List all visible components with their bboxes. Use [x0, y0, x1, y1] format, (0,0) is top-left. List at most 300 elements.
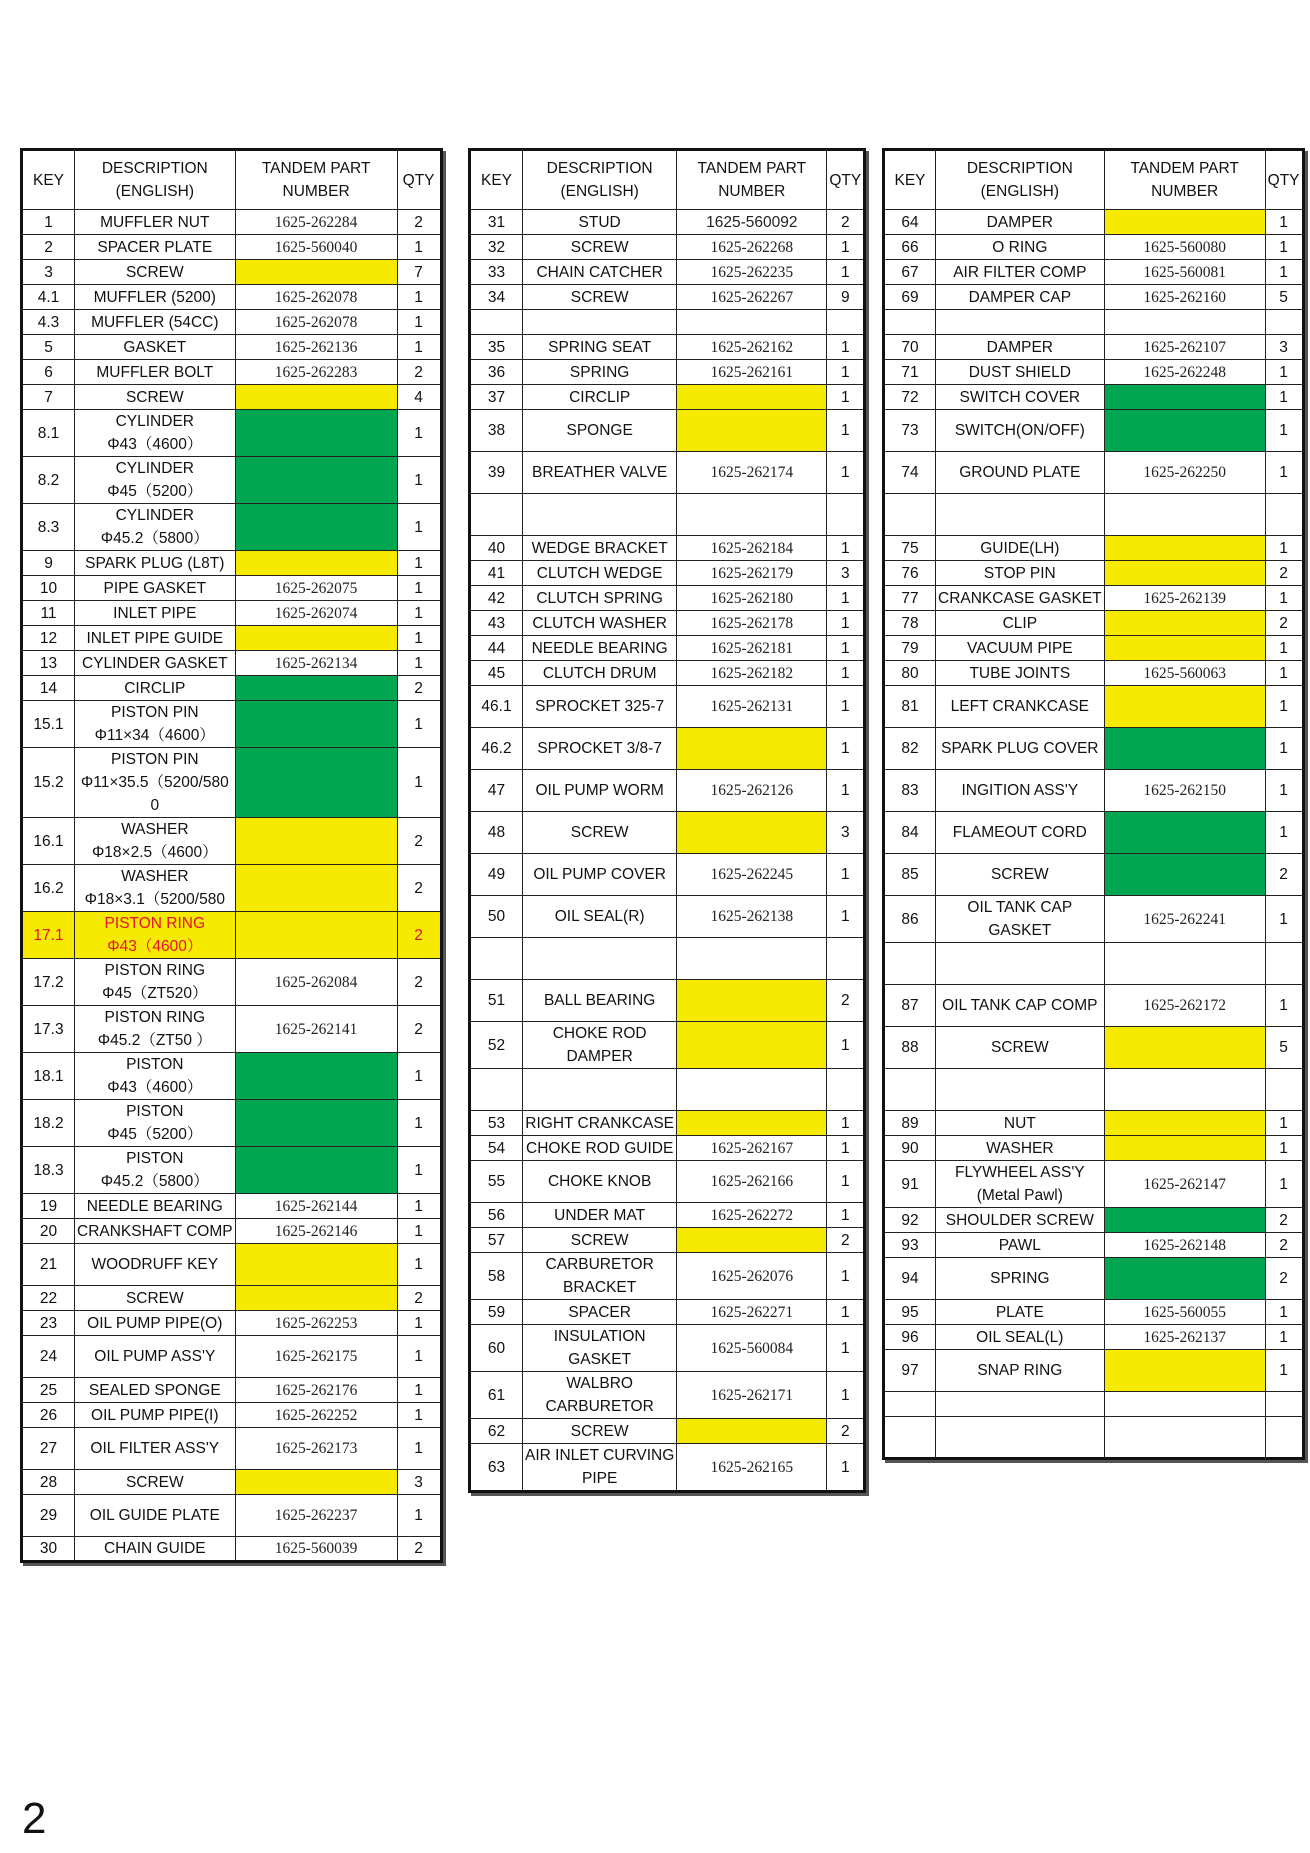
table-row [22, 1006, 442, 1053]
part-number-cell [677, 728, 827, 770]
part-number-cell [677, 1069, 827, 1111]
description-cell [523, 854, 677, 896]
description-cell [936, 1417, 1105, 1459]
key-cell: 66 [884, 235, 936, 260]
key-cell: 84 [884, 812, 936, 854]
description-line: SPARK PLUG COVER [941, 740, 1099, 757]
part-number-cell [235, 1470, 397, 1495]
description-cell [936, 1027, 1105, 1069]
qty-cell: 1 [1265, 686, 1303, 728]
description-line: UNDER MAT [554, 1206, 646, 1224]
description-cell [75, 504, 236, 551]
description-line: GASKET [568, 1351, 632, 1368]
qty-cell: 1 [1265, 410, 1303, 452]
part-number-cell [235, 1244, 397, 1286]
part-number-cell: 1625-262148 [1104, 1233, 1265, 1258]
key-cell: 53 [470, 1111, 523, 1136]
key-cell: 73 [884, 410, 936, 452]
table-row [22, 626, 442, 651]
key-cell: 18.1 [22, 1053, 75, 1100]
description-line: Φ45（5200） [107, 1126, 203, 1143]
part-number-cell [1104, 1392, 1265, 1417]
qty-cell: 1 [827, 686, 865, 728]
description-cell [75, 410, 236, 457]
description-line: Φ45.2（5800） [100, 1173, 209, 1190]
qty-cell: 2 [827, 210, 865, 235]
description-cell [523, 686, 677, 728]
part-number-cell [235, 504, 397, 551]
qty-cell: 1 [1265, 661, 1303, 686]
description-line: MUFFLER (5200) [93, 288, 216, 306]
table-row [470, 661, 865, 686]
key-cell: 37 [470, 385, 523, 410]
qty-cell: 1 [397, 748, 441, 818]
key-cell: 10 [22, 576, 75, 601]
description-cell [523, 728, 677, 770]
part-number-cell [1104, 410, 1265, 452]
table-row [22, 676, 442, 701]
part-number-cell [677, 410, 827, 452]
part-number-cell: 1625-262137 [1104, 1325, 1265, 1350]
part-number-cell: 1625-262252 [235, 1403, 397, 1428]
table-row [22, 1100, 442, 1147]
qty-cell: 1 [827, 1253, 865, 1300]
qty-cell: 1 [827, 536, 865, 561]
description-line: Φ45.2（ZT50 ） [97, 1032, 212, 1049]
table-row [470, 1325, 865, 1372]
key-cell: 15.1 [22, 701, 75, 748]
table-row [22, 1194, 442, 1219]
table-row [884, 586, 1304, 611]
description-line: SNAP RING [977, 1362, 1063, 1379]
table-row [22, 1428, 442, 1470]
description-line: CYLINDER [115, 460, 194, 477]
qty-cell: 1 [397, 551, 441, 576]
qty-cell: 7 [397, 260, 441, 285]
key-cell: 17.1 [22, 912, 75, 959]
description-cell [75, 626, 236, 651]
qty-cell: 2 [397, 1537, 441, 1562]
part-number-cell [1104, 1069, 1265, 1111]
part-number-cell: 1625-262171 [677, 1372, 827, 1419]
description-cell [936, 235, 1105, 260]
qty-cell: 1 [1265, 1111, 1303, 1136]
part-number-cell: 1625-262175 [235, 1336, 397, 1378]
table-row-empty [470, 1069, 865, 1111]
description-line: PISTON [126, 1103, 184, 1120]
table-row-empty [884, 1392, 1304, 1417]
qty-cell: 2 [397, 912, 441, 959]
part-number-cell: 1625-262144 [235, 1194, 397, 1219]
description-line: DAMPER CAP [968, 288, 1072, 306]
description-line: PAWL [998, 1236, 1041, 1254]
qty-cell: 2 [1265, 1233, 1303, 1258]
part-number-cell: 1625-262138 [677, 896, 827, 938]
description-line: INGITION ASS'Y [961, 782, 1079, 799]
description-line: SCREW [570, 824, 629, 841]
table-row [22, 959, 442, 1006]
description-cell [936, 636, 1105, 661]
qty-cell: 1 [397, 457, 441, 504]
part-number-cell [677, 310, 827, 335]
qty-cell: 2 [397, 1286, 441, 1311]
part-number-cell: 1625-262172 [1104, 985, 1265, 1027]
table-row [470, 410, 865, 452]
part-number-cell: 1625-262182 [677, 661, 827, 686]
description-cell [936, 943, 1105, 985]
table-row [22, 385, 442, 410]
qty-cell: 2 [1265, 561, 1303, 586]
part-number-cell: 1625-262180 [677, 586, 827, 611]
part-number-cell: 1625-262178 [677, 611, 827, 636]
description-line: CRANKSHAFT COMP [77, 1222, 233, 1240]
description-cell [936, 1233, 1105, 1258]
description-line: WALBRO [566, 1375, 633, 1392]
part-number-cell: 1625-262184 [677, 536, 827, 561]
description-line: SPROCKET 3/8-7 [537, 740, 662, 757]
description-line: SWITCH COVER [959, 388, 1081, 406]
table-row [884, 410, 1304, 452]
part-number-cell: 1625-262268 [677, 235, 827, 260]
description-cell [75, 576, 236, 601]
description-line: PISTON RING [104, 962, 206, 979]
key-cell: 16.2 [22, 865, 75, 912]
key-cell: 56 [470, 1203, 523, 1228]
header-description: DESCRIPTION (ENGLISH) [523, 150, 677, 210]
description-line: GUIDE(LH) [980, 539, 1060, 557]
table-row [884, 1258, 1304, 1300]
description-line: SPACER [568, 1303, 631, 1321]
qty-cell [827, 1069, 865, 1111]
description-line: SPACER PLATE [97, 238, 213, 256]
description-cell [936, 260, 1105, 285]
key-cell: 2 [22, 235, 75, 260]
description-cell [523, 385, 677, 410]
qty-cell: 2 [397, 959, 441, 1006]
part-number-cell [1104, 536, 1265, 561]
description-line: Φ43（4600） [107, 938, 203, 955]
description-cell [75, 1286, 236, 1311]
description-cell [936, 494, 1105, 536]
qty-cell: 3 [827, 812, 865, 854]
description-cell [75, 1336, 236, 1378]
description-cell [523, 335, 677, 360]
description-line: SCREW [990, 866, 1049, 883]
description-cell [75, 457, 236, 504]
description-line: AIR INLET CURVING [525, 1447, 675, 1464]
part-number-cell [235, 1100, 397, 1147]
key-cell: 30 [22, 1537, 75, 1562]
description-cell [523, 1228, 677, 1253]
description-line: 0 [150, 797, 160, 814]
qty-cell: 1 [827, 728, 865, 770]
table-row [22, 701, 442, 748]
qty-cell: 1 [397, 335, 441, 360]
description-cell [936, 611, 1105, 636]
table-row [470, 854, 865, 896]
qty-cell: 1 [827, 1325, 865, 1372]
description-cell [75, 676, 236, 701]
description-cell [523, 980, 677, 1022]
key-cell: 93 [884, 1233, 936, 1258]
table-row [884, 812, 1304, 854]
key-cell: 49 [470, 854, 523, 896]
qty-cell: 2 [397, 676, 441, 701]
description-cell [936, 561, 1105, 586]
description-line: SCREW [125, 263, 184, 281]
key-cell: 67 [884, 260, 936, 285]
description-line: Φ18×3.1（5200/580 [84, 891, 225, 908]
table-row [470, 1444, 865, 1492]
description-line: CIRCLIP [569, 388, 631, 406]
qty-cell: 1 [827, 452, 865, 494]
description-line: Φ18×2.5（4600） [91, 844, 218, 861]
part-number-cell: 1625-560039 [235, 1537, 397, 1562]
table-row [22, 210, 442, 235]
part-number-cell [1104, 494, 1265, 536]
qty-cell: 1 [397, 1219, 441, 1244]
key-cell: 86 [884, 896, 936, 943]
description-cell [75, 235, 236, 260]
description-cell [936, 1300, 1105, 1325]
table-row [884, 1325, 1304, 1350]
description-cell [75, 1244, 236, 1286]
header-part-number: TANDEM PART NUMBER [677, 150, 827, 210]
table-row [884, 1300, 1304, 1325]
table-row [470, 980, 865, 1022]
qty-cell: 1 [827, 1161, 865, 1203]
qty-cell: 1 [827, 235, 865, 260]
key-cell: 31 [470, 210, 523, 235]
part-number-cell: 1625-262131 [677, 686, 827, 728]
part-number-cell: 1625-262076 [677, 1253, 827, 1300]
description-cell [523, 611, 677, 636]
description-line: PISTON RING [104, 915, 206, 932]
part-number-cell: 1625-560092 [677, 210, 827, 235]
description-line: GROUND PLATE [959, 464, 1081, 481]
description-cell [523, 260, 677, 285]
description-line: SCREW [570, 1422, 629, 1440]
description-line: OIL PUMP WORM [535, 782, 664, 799]
description-cell [75, 285, 236, 310]
description-line: FLYWHEEL ASS'Y [955, 1164, 1085, 1181]
key-cell [884, 1417, 936, 1459]
qty-cell: 1 [827, 854, 865, 896]
qty-cell: 1 [1265, 536, 1303, 561]
description-line: OIL PUMP ASS'Y [94, 1348, 216, 1365]
description-line: NEEDLE BEARING [531, 639, 668, 657]
description-line: SCREW [125, 1289, 184, 1307]
qty-cell: 1 [827, 360, 865, 385]
part-number-cell: 1625-262074 [235, 601, 397, 626]
table-row [22, 601, 442, 626]
part-number-cell [1104, 210, 1265, 235]
key-cell: 34 [470, 285, 523, 310]
key-cell: 45 [470, 661, 523, 686]
qty-cell: 2 [397, 865, 441, 912]
description-cell [936, 360, 1105, 385]
table-row-empty [884, 1069, 1304, 1111]
description-line: PISTON PIN [111, 704, 199, 721]
part-number-cell: 1625-262245 [677, 854, 827, 896]
description-cell [523, 536, 677, 561]
table-header-row [470, 150, 865, 210]
table-row [884, 335, 1304, 360]
qty-cell: 1 [1265, 1161, 1303, 1208]
qty-cell: 1 [827, 770, 865, 812]
description-cell [936, 1069, 1105, 1111]
key-cell: 4.3 [22, 310, 75, 335]
qty-cell: 1 [827, 385, 865, 410]
part-number-cell [1104, 1258, 1265, 1300]
key-cell: 21 [22, 1244, 75, 1286]
key-cell: 8.2 [22, 457, 75, 504]
description-line: Φ11×35.5（5200/580 [80, 774, 229, 791]
table-row [884, 896, 1304, 943]
qty-cell: 2 [1265, 1258, 1303, 1300]
description-line: DUST SHIELD [968, 363, 1071, 381]
description-cell [75, 1470, 236, 1495]
description-cell [936, 1208, 1105, 1233]
part-number-cell [235, 701, 397, 748]
part-number-cell: 1625-560081 [1104, 260, 1265, 285]
part-number-cell [235, 410, 397, 457]
table-row [884, 1350, 1304, 1392]
description-cell [75, 1194, 236, 1219]
description-line: (Metal Pawl) [976, 1187, 1063, 1204]
table-row [470, 1022, 865, 1069]
table-row [22, 818, 442, 865]
description-cell [75, 1537, 236, 1562]
description-line: DAMPER [986, 338, 1053, 356]
key-cell: 7 [22, 385, 75, 410]
table-row [884, 1136, 1304, 1161]
description-line: CYLINDER [115, 413, 194, 430]
description-line: OIL GUIDE PLATE [89, 1507, 220, 1524]
description-line: AIR FILTER COMP [953, 263, 1087, 281]
description-cell [936, 310, 1105, 335]
qty-cell: 1 [397, 576, 441, 601]
qty-cell: 5 [1265, 285, 1303, 310]
description-line: STOP PIN [983, 564, 1056, 582]
description-cell [523, 410, 677, 452]
key-cell: 91 [884, 1161, 936, 1208]
qty-cell: 1 [827, 636, 865, 661]
key-cell [884, 943, 936, 985]
header-qty: QTY [397, 150, 441, 210]
part-number-cell [235, 385, 397, 410]
description-line: SCREW [570, 238, 629, 256]
description-line: WEDGE BRACKET [531, 539, 668, 557]
qty-cell: 1 [397, 310, 441, 335]
part-number-cell [235, 676, 397, 701]
table-row [22, 1147, 442, 1194]
key-cell: 72 [884, 385, 936, 410]
key-cell: 9 [22, 551, 75, 576]
table-row [22, 748, 442, 818]
description-cell [936, 210, 1105, 235]
description-cell [75, 1495, 236, 1537]
key-cell: 16.1 [22, 818, 75, 865]
description-cell [936, 812, 1105, 854]
table-row [22, 1219, 442, 1244]
description-cell [523, 1111, 677, 1136]
description-cell [75, 1378, 236, 1403]
description-line: PIPE GASKET [103, 579, 207, 597]
description-cell [523, 896, 677, 938]
key-cell: 29 [22, 1495, 75, 1537]
part-number-cell: 1625-262173 [235, 1428, 397, 1470]
key-cell: 55 [470, 1161, 523, 1203]
part-number-cell [1104, 686, 1265, 728]
table-row [22, 1286, 442, 1311]
key-cell: 70 [884, 335, 936, 360]
qty-cell: 1 [397, 1053, 441, 1100]
table-row-empty [884, 943, 1304, 985]
part-number-cell: 1625-262167 [677, 1136, 827, 1161]
table-row [884, 235, 1304, 260]
part-number-cell: 1625-560055 [1104, 1300, 1265, 1325]
description-cell [523, 1253, 677, 1300]
table-row [22, 235, 442, 260]
qty-cell [1265, 310, 1303, 335]
description-cell [75, 748, 236, 818]
key-cell: 38 [470, 410, 523, 452]
header-part-number: TANDEM PART NUMBER [235, 150, 397, 210]
key-cell: 8.3 [22, 504, 75, 551]
qty-cell: 1 [1265, 210, 1303, 235]
table-row [884, 360, 1304, 385]
description-cell [523, 1444, 677, 1492]
table-row [470, 586, 865, 611]
description-cell [523, 494, 677, 536]
key-cell: 85 [884, 854, 936, 896]
key-cell: 57 [470, 1228, 523, 1253]
qty-cell [1265, 494, 1303, 536]
key-cell: 71 [884, 360, 936, 385]
key-cell: 23 [22, 1311, 75, 1336]
table-row [470, 1372, 865, 1419]
description-cell [75, 385, 236, 410]
description-line: CIRCLIP [124, 679, 186, 697]
header-part-number: TANDEM PART NUMBER [1104, 150, 1265, 210]
description-cell [523, 812, 677, 854]
part-number-cell [1104, 1208, 1265, 1233]
description-cell [523, 1325, 677, 1372]
key-cell: 79 [884, 636, 936, 661]
key-cell: 78 [884, 611, 936, 636]
qty-cell: 1 [397, 1428, 441, 1470]
table-row [884, 1027, 1304, 1069]
table-row [884, 285, 1304, 310]
part-number-cell: 1625-262107 [1104, 335, 1265, 360]
key-cell: 13 [22, 651, 75, 676]
qty-cell: 1 [397, 1378, 441, 1403]
part-number-cell: 1625-262146 [235, 1219, 397, 1244]
table-row [884, 770, 1304, 812]
part-number-cell: 1625-262272 [677, 1203, 827, 1228]
description-cell [523, 586, 677, 611]
qty-cell [827, 310, 865, 335]
part-number-cell: 1625-262237 [235, 1495, 397, 1537]
part-number-cell: 1625-262141 [235, 1006, 397, 1053]
description-cell [936, 335, 1105, 360]
part-number-cell [677, 980, 827, 1022]
description-line: DAMPER [566, 1048, 633, 1065]
description-line: SWITCH(ON/OFF) [954, 422, 1085, 439]
description-cell [936, 1136, 1105, 1161]
description-line: SEALED SPONGE [88, 1381, 221, 1399]
